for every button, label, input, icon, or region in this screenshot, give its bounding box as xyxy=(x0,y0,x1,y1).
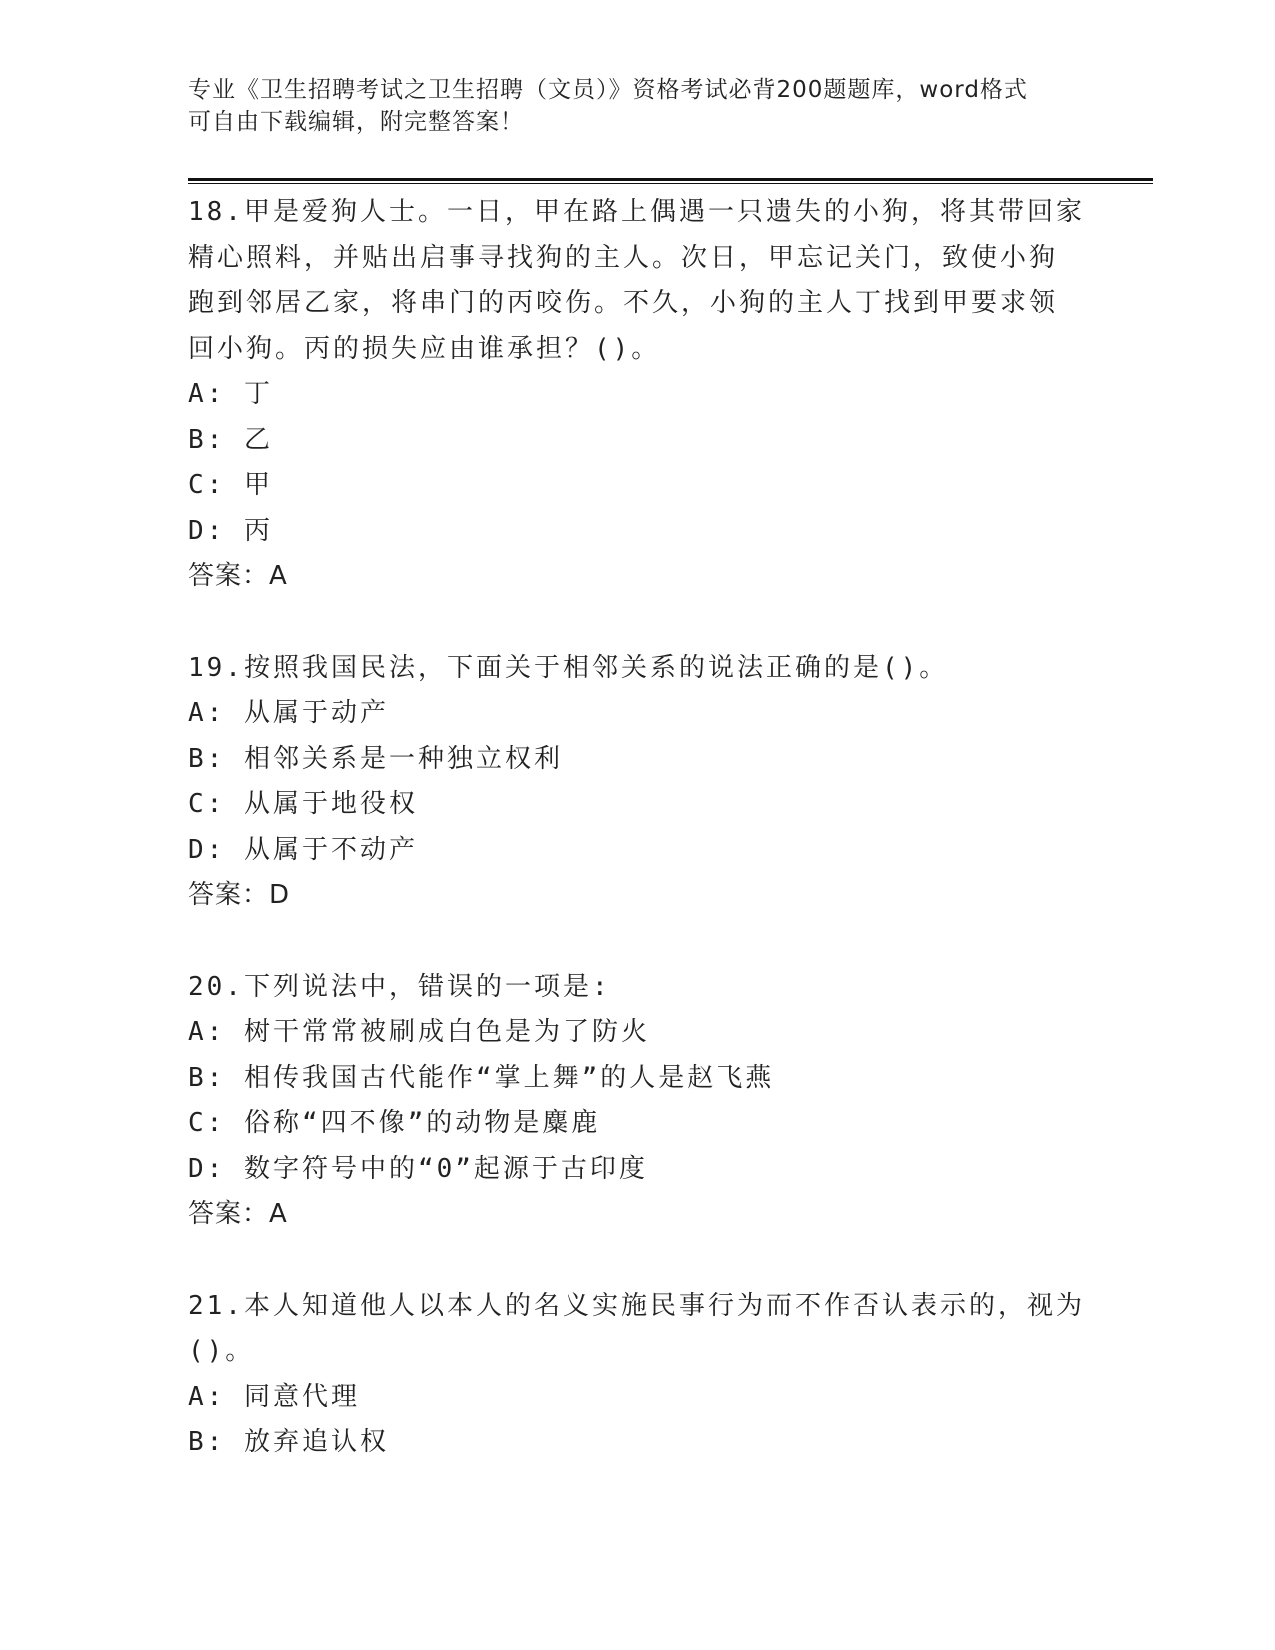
option-a: A: 同意代理 xyxy=(188,1381,360,1412)
option-a: A: 树干常常被刷成白色是为了防火 xyxy=(188,1017,650,1047)
question-stem-line: 21.本人知道他人以本人的名义实施民事行为而不作否认表示的，视为 xyxy=(188,1290,1085,1321)
option-b: B: 相邻关系是一种独立权利 xyxy=(188,743,563,774)
question-19 xyxy=(188,646,1088,919)
option-c: C: 从属于地役权 xyxy=(188,789,418,819)
option-d: D: 从属于不动产 xyxy=(188,834,418,865)
header-rule-thin xyxy=(188,183,1153,184)
question-stem-line: 18.甲是爱狗人士。一日，甲在路上偶遇一只遗失的小狗，将其带回家 xyxy=(188,197,1085,227)
answer-line: 答案：A xyxy=(188,1199,288,1229)
question-21 xyxy=(188,1284,1088,1466)
question-stem-line: 19.按照我国民法，下面关于相邻关系的说法正确的是()。 xyxy=(188,652,949,683)
option-a: A: 从属于动产 xyxy=(188,698,389,728)
question-list xyxy=(188,190,1088,1512)
option-c: C: 甲 xyxy=(188,470,273,500)
answer-line: 答案：A xyxy=(188,561,288,591)
option-d: D: 数字符号中的“0”起源于古印度 xyxy=(188,1153,648,1184)
header-line-1: 专业《卫生招聘考试之卫生招聘（文员）》资格考试必背200题题库，word格式 xyxy=(188,77,1028,103)
header-rule xyxy=(188,178,1153,181)
question-20 xyxy=(188,965,1088,1238)
question-18 xyxy=(188,190,1088,600)
option-b: B: 相传我国古代能作“掌上舞”的人是赵飞燕 xyxy=(188,1062,775,1093)
option-c: C: 俗称“四不像”的动物是麋鹿 xyxy=(188,1108,601,1138)
option-b: B: 放弃追认权 xyxy=(188,1427,389,1457)
header-line-2: 可自由下载编辑，附完整答案！ xyxy=(188,109,524,135)
answer-line: 答案：D xyxy=(188,880,291,910)
document-header xyxy=(188,74,1088,138)
option-b: B: 乙 xyxy=(188,424,273,455)
question-stem-line: 跑到邻居乙家，将串门的丙咬伤。不久，小狗的主人丁找到甲要求领 xyxy=(188,288,1059,318)
option-a: A: 丁 xyxy=(188,379,273,409)
question-stem-line: 精心照料，并贴出启事寻找狗的主人。次日，甲忘记关门，致使小狗 xyxy=(188,242,1059,273)
option-d: D: 丙 xyxy=(188,515,273,546)
question-stem-line: 回小狗。丙的损失应由谁承担？()。 xyxy=(188,333,661,364)
question-stem-line: 20.下列说法中，错误的一项是: xyxy=(188,971,611,1002)
question-stem-line: ()。 xyxy=(188,1336,255,1366)
